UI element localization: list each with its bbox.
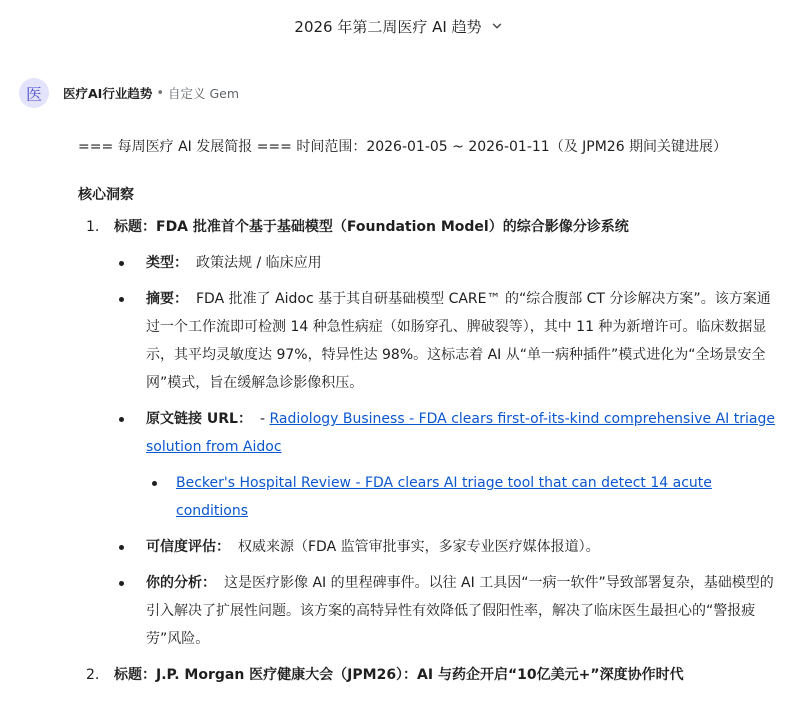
finding-title: 标题：J.P. Morgan 医疗健康大会（JPM26）：AI 与药企开启“10亿美元+”深度协作时代 — [114, 667, 684, 683]
gem-name[interactable]: 医疗AI行业趋势 — [63, 86, 153, 101]
finding-item — [78, 213, 778, 653]
gem-type: 自定义 Gem — [168, 86, 240, 101]
findings-list — [78, 213, 778, 689]
summary-value: FDA 批准了 Aidoc 基于其自研基础模型 CARE™ 的“综合腹部 CT 分诊解决方案”。该方案通过一个工作流即可检测 14 种急性病症（如肠穿孔、脾破裂等），其中 11 种为新增许可。临床数据显示，其平均灵敏度达 97%，特异性达 98%。这标志着 AI 从“单一病种插件”模式进化为“全场景安全网”模式，旨在缓解急诊影像积压。 — [146, 291, 771, 391]
analysis-label: 你的分析： — [146, 575, 216, 591]
url-dash: - — [259, 411, 266, 427]
type-label: 类型： — [146, 255, 188, 271]
detail-url — [114, 405, 778, 525]
sub-link-item — [146, 469, 778, 525]
gem-meta — [63, 84, 239, 102]
type-value: 政策法规 / 临床应用 — [196, 255, 322, 271]
report-intro: === 每周医疗 AI 发展简报 === 时间范围：2026-01-05 ~ 2026-01-11（及 JPM26 期间关键进展） — [78, 139, 728, 155]
finding-number: 2. — [86, 667, 100, 683]
chat-title-dropdown[interactable] — [284, 10, 513, 43]
gem-avatar[interactable]: 医 — [19, 78, 49, 108]
detail-summary — [114, 285, 778, 397]
section-title: 核心洞察 — [78, 187, 134, 203]
finding-title: 标题：FDA 批准首个基于基础模型（Foundation Model）的综合影像分诊系统 — [114, 219, 629, 235]
top-bar — [0, 0, 798, 52]
chevron-down-icon — [490, 19, 504, 33]
detail-credibility — [114, 533, 778, 561]
credibility-value: 权威来源（FDA 监管审批事实，多家专业医疗媒体报道）。 — [238, 539, 600, 555]
detail-analysis — [114, 569, 778, 653]
gem-separator: • — [156, 85, 164, 101]
source-link-beckers[interactable]: Becker's Hospital Review - FDA clears AI triage tool that can detect 14 acute conditions — [176, 475, 712, 519]
chat-title-text: 2026 年第二周医疗 AI 趋势 — [294, 17, 482, 36]
finding-details — [114, 249, 778, 653]
analysis-value: 这是医疗影像 AI 的里程碑事件。以往 AI 工具因“一病一软件”导致部署复杂，基础模型的引入解决了扩展性问题。该方案的高特异性有效降低了假阳性率，解决了临床医生最担心的“警报疲劳”风险。 — [146, 575, 774, 647]
sub-link-list — [146, 469, 778, 525]
gem-header — [19, 78, 239, 108]
credibility-label: 可信度评估： — [146, 539, 230, 555]
source-link-radiology-business[interactable]: Radiology Business - FDA clears first-of-its-kind comprehensive AI triage solution from Aidoc — [146, 411, 775, 455]
url-label: 原文链接 URL： — [146, 411, 252, 427]
response-content — [78, 133, 778, 691]
finding-number: 1. — [86, 219, 100, 235]
finding-item — [78, 661, 778, 689]
summary-label: 摘要： — [146, 291, 188, 307]
detail-type — [114, 249, 778, 277]
